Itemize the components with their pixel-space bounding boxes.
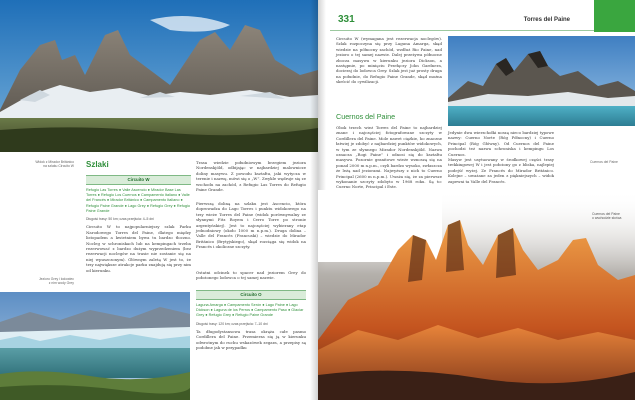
left-col2-text3: Ostatni odcinek to spacer nad jeziorem Grey do położonego lodowca o tej samej nazwie. (196, 270, 306, 281)
left-col2-text2: Pierwszą doliną na szlaku jest Ascencio, która doprowadza do Lago Torres i punktu widokowego na trzy wieże Torres del Paine (widok porównywalny ze słynnymi Fitz Royem i Cerro Torre po stronie argentyńskiej). Jest to najczęściej wybierany etap jednodniowy (około 1000 m n.p.m.). Druga dolina – Valle del Francés (Francuski) – wiedzie do Mirador Británico (Brytyjskiego), skąd rozciąga się widok na Francés i okoliczne szczyty. (196, 201, 306, 250)
circuit-o-length: Długość trasy: 120 km; czas przejścia: 7–10 dni (196, 321, 268, 326)
header-rule (330, 30, 594, 31)
glacier-lake-photo (0, 292, 190, 400)
cuernos-col2-text: Jedynie dwa wierzchołki noszą nieco bardziej typowe nazwy: Cuerno Norte (Róg Północny) i Cuerno Principal (Róg Główny). Od Cuernos del Paine pochodzi też nazwa schroniska i kempingu Los Cuernos. Masyw jest usytuowany w środkowej części trasy trekkingowej W i jest położony go z bliska, najlepiej podejść wyżej. Ze Francés do Mirador Británico. Kolejne – uważane za jeden z piękniejszych – widok zapewni ta Valle del Francés. (448, 130, 554, 184)
circuit-o-text: Ta długodystansowa trasa okrąża całe pasmo Cordillera del Paine. Przemierza się ją w kierunku odwrotnym do ruchu wskazówek zegara, a przepisy są podobne jak w przypadku (196, 329, 306, 351)
circuit-w-heading: Circuito W (86, 175, 191, 185)
caption-sunrise: Cuernos del Paine o wschodzie słońca (592, 212, 622, 221)
photo-caption-mid: Jezioro Grey i lodowiec z nim wody Grey (38, 277, 74, 286)
cuernos-photo (448, 36, 635, 126)
circuit-o-heading: Circuito O (196, 290, 306, 300)
running-header: Torres del Paine (523, 17, 570, 23)
photo-caption-top: Widok z Mirador Británico na szlaku Circuito W (35, 160, 74, 169)
circuit-w-box (86, 175, 191, 273)
chapter-tab (594, 0, 635, 32)
section-title: Szlaki (86, 160, 109, 169)
right-intro-text: Circuito W (wymagana jest rezerwacja noclegów). Szlak rozpoczyna się przy Laguna Amarga, skąd wiedzie na północny zachód, wzdłuż Rio Paine, nad jezioro o tej samej nazwie. Dalej przeżywa północne zbocza masywu w kierunku jeziora Dickson, a następnie, po minięciu Przełęczy John Gardnera, docieraj do lodowca Grey. Szlak jest już prosty druga na południe, do Refugio Paine Grande, skąd można skrócić do cywilizacji. (336, 36, 442, 85)
mountain-peaks-photo (0, 0, 318, 152)
circuit-w-routes: Refugio Las Torres ● Valle Ascencio ● Mirador Base Las Torres ● Refugio Los Cuernos ● Campamento Italiano ● Valle del Francés ● Mirador Británico ● Campamento Italiano ● Refugio Paine Grande ● Lago Grey ● Refugio Grey ● Refugio Paine Grande (86, 188, 190, 213)
caption-cuernos: Cuernos del Paine (590, 160, 618, 164)
circuit-o-routes: Laguna Amarga ● Campamento Serón ● Lago Paine ● Lago Dickson ● Laguna de los Perros ● Campamento Paso ● Glaciar Grey ● Refugio Grey ● Refugio Paine Grande (196, 303, 304, 318)
circuit-w-text: Circuito W to najpopularniejszy szlak Parku Narodowego Torres del Paine, dlatego między listopadem a kwietniem bywa tu bardzo tłoczno. Nocleg w schroniskach lub na kempingach trzeba rezerwować z bardzo dużym wyprzedzeniem (bez rezerwacji noclegów na trasie nie zostanie się na niej wpuszczonym). Głównym zaletą W jest to, że trzy największe atrakcje parku znajdują się przy nim od kierunku. (86, 224, 191, 273)
cuernos-col1-text: Obok trzech wież Torres del Paine to najbardziej znane i najczęściej fotografowane szczyty w Cordillera del Paine. Mole nawet ciężkie, ho znaczne łatwiej je zdobyć z najbardziej punktów widokowych, w tym ze słynnego Mirador Nordenskjöld. Nazwa oznacza „Rogi Paine” i odnosi się do kształtu masywu. Pozornie granitowe wieże wznoszą się na ponad 2000 m n.p.m., czyli bardzo wysoko, zwłaszcza że leżą nad jeziorami. Najwyższy z nich to Cuerno Principal (2600 m n.p.m.). Uważa się, że za pierwsze wykonanie szczyty zdobyto w 1968 roku. Są to: Cuerno Norte, Principal i Este. (336, 125, 442, 190)
page-number: 331 (338, 14, 355, 25)
cuernos-section-title: Cuernos del Paine (336, 112, 396, 121)
left-col2-text1: Trasa wiedzie południowym brzegiem jeziora Nordenskjöld, odbijając w najbardziej malownicze doliny masywu. Z powodu kształtu, jaki wytycza w terenie i nazwę, mówi się o „W”. Zwykle wędruje się ze wschodu na zachód, z Refugio Las Torres do Refugio Paine Grande. (196, 160, 306, 193)
sunrise-towers-photo (318, 190, 635, 400)
circuit-w-length: Długość trasy: 50 km; czas przejścia: 4–5 dni (86, 217, 154, 222)
circuit-o-box (196, 290, 306, 351)
